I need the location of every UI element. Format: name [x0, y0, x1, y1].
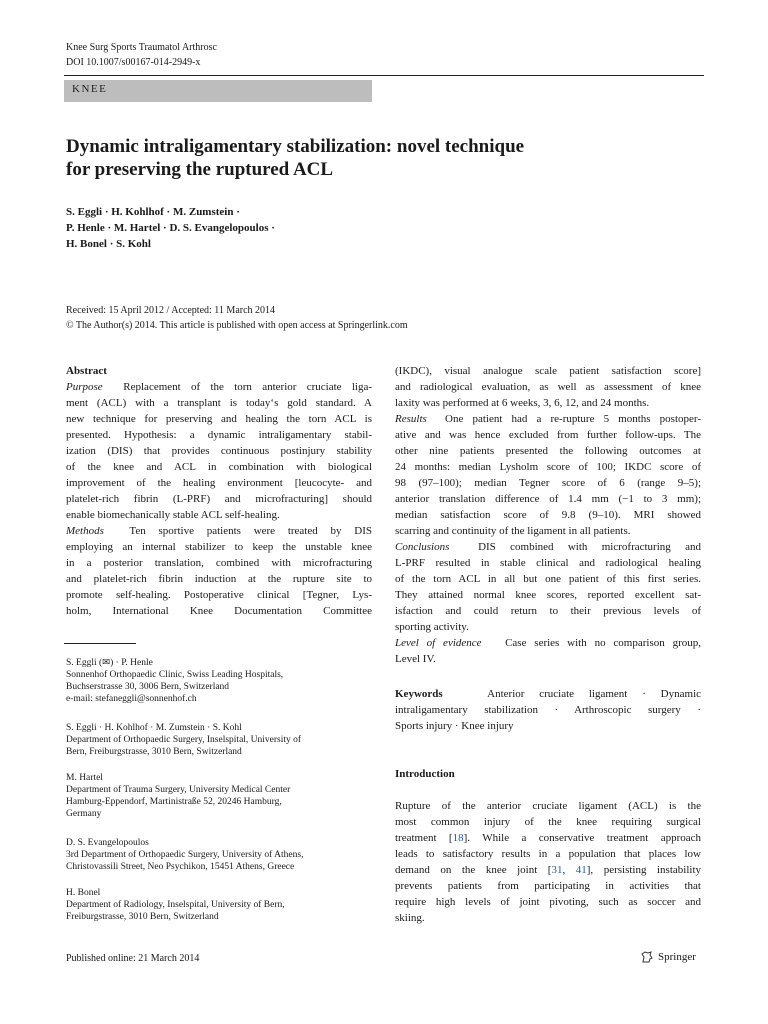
affiliation-3: M. Hartel Department of Trauma Surgery, University Medical Center Hamburg-Eppendorf, Martinistraße 52, 20246 Hamburg, Germany [66, 773, 291, 819]
doi[interactable]: DOI 10.1007/s00167-014-2949-x [66, 57, 201, 68]
affiliation-2: S. Eggli · H. Kohlhof · M. Zumstein · S. Kohl Department of Orthopaedic Surgery, Inselspital, University of Bern, Freiburgstrasse, 3010 Bern, Switzerland [66, 723, 302, 757]
keywords-block: Keywords Anterior cruciate ligament · Dynamic intraligamentary stabilization · Arthroscopic surgery · Sports injury · Knee injury [395, 688, 702, 732]
citation-link[interactable]: 41 [575, 864, 587, 876]
abstract-left: Abstract Purpose Replacement of the torn anterior cruciate liga- ment (ACL) with a transplant is today‘s gold standard. A new technique for preserving and healing the torn ACL is presented. Hypothesis: a dynamic intraligamentary stabil- ization (DIS) that provides continuous postinjury stability of the knee and ACL in combination with biological improvement of the healing environment [leucocyte- and platelet-rich fibrin (L-PRF) and microfracturing] should enable biomechanically stable ACL self-healing. Methods Ten sportive patients were treated by DIS employing an internal stabilizer to keep the unstable knee in a posterior translation, combined with microfracturing and platelet-rich fibrin induction at the rupture site to promote self-healing. Postoperative clinical [Tegner, Lys- holm, International Knee Documentation Committee [66, 365, 373, 617]
affiliation-1: S. Eggli (✉) · P. Henle Sonnenhof Orthopaedic Clinic, Swiss Leading Hospitals, Buchserstrasse 30, 3006 Bern, Switzerland e-mail: stefaneggli@sonnenhof.ch [66, 657, 372, 705]
article-title: Dynamic intraligamentary stabilization: novel technique for preserving the ruptured ACL [66, 136, 525, 180]
abstract-heading: Abstract [66, 365, 107, 377]
journal-name: Knee Surg Sports Traumatol Arthrosc [66, 42, 217, 53]
footnote-rule [64, 643, 136, 644]
author-list: S. Eggli · H. Kohlhof · M. Zumstein · P. Henle · M. Hartel · D. S. Evangelopoulos · H. Bonel · S. Kohl [66, 206, 275, 250]
introduction-text: Rupture of the anterior cruciate ligament (ACL) is the most common injury of the knee requiring surgical treatment [18]. While a conservative treatment approach leads to satisfactory results in a population that places low demand on the knee joint [31, 41], persisting instability prevents patients from participating in activities that require high levels of joint pivoting, such as soccer and skiing. [395, 800, 702, 924]
citation-link[interactable]: 31 [551, 864, 563, 876]
header-rule [64, 75, 704, 76]
article-dates [66, 303, 408, 333]
publisher-logo: Springer [640, 950, 696, 964]
introduction-heading: Introduction [395, 768, 455, 780]
springer-horse-icon [640, 950, 654, 964]
citation-link[interactable]: 18 [452, 832, 464, 844]
received-accepted: Received: 15 April 2012 / Accepted: 11 March 2014 [66, 305, 276, 316]
section-band [64, 80, 372, 102]
affiliation-4: D. S. Evangelopoulos 3rd Department of Orthopaedic Surgery, University of Athens, Christovassili Street, Neo Psychikon, 15451 Athens, Greece [66, 838, 304, 872]
affiliation-5: H. Bonel Department of Radiology, Inselspital, University of Bern, Freiburgstrasse, 3010 Bern, Switzerland [66, 888, 285, 922]
copyright-line: © The Author(s) 2014. This article is published with open access at Springerlink.com [66, 320, 408, 331]
abstract-right: (IKDC), visual analogue scale patient satisfaction score] and radiological evaluation, as well as assessment of knee laxity was performed at 6 weeks, 3, 6, 12, and 24 months. Results One patient had a re-rupture 5 months postoper- ative and was hence excluded from further follow-ups. The other nine patients presented the following outcomes at 24 months: median Lysholm score of 100; IKDC score of 98 (97–100); median Tegner score of 6 (range 9–5); anterior translation difference of 1.4 mm (−1 to 3 mm); median satisfaction score of 9.8 (9–10). MRI showed scarring and continuity of the ligament in all patients. Conclusions DIS combined with microfracturing and L-PRF resulted in stable clinical and radiological healing of the torn ACL in all but one patient of this first series. They attained normal knee scores, reported excellent sat- isfaction and could return to their previous levels of sporting activity. Level of evidence Case series with no comparison group, Level IV. [395, 365, 702, 665]
published-date: Published online: 21 March 2014 [66, 953, 200, 964]
email-link[interactable]: e-mail: stefaneggli@sonnenhof.ch [66, 694, 197, 704]
section-label: KNEE [72, 83, 108, 95]
